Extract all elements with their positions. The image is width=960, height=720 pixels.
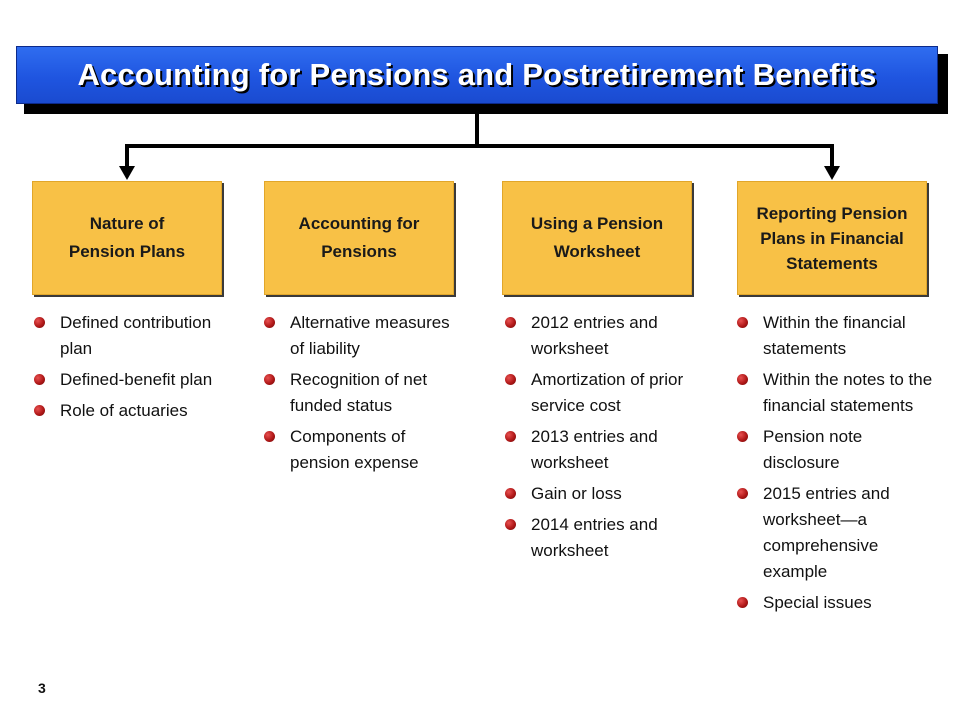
bullet-icon (505, 374, 516, 385)
bullet-icon (34, 405, 45, 416)
list-item: 2015 entries and worksheet—a comprehensive example (737, 481, 937, 585)
list-item: Alternative measures of liability (264, 310, 464, 362)
list-item: 2012 entries and worksheet (505, 310, 705, 362)
bullet-icon (505, 519, 516, 530)
bullet-icon (737, 374, 748, 385)
list-using-a-pension-worksheet (505, 310, 705, 569)
list-item: Pension note disclosure (737, 424, 937, 476)
bullet-icon (505, 317, 516, 328)
bullet-icon (505, 488, 516, 499)
bullet-icon (264, 431, 275, 442)
box-accounting-for-pensions (264, 181, 454, 295)
box-nature-of-pension-plans (32, 181, 222, 295)
arrow-right-icon (824, 166, 840, 180)
list-item: Special issues (737, 590, 937, 616)
bullet-icon (34, 374, 45, 385)
box-label: Nature of Pension Plans (68, 214, 186, 261)
list-accounting-for-pensions (264, 310, 464, 481)
list-item: Role of actuaries (34, 398, 230, 424)
list-item: Components of pension expense (264, 424, 464, 476)
bullet-icon (34, 317, 45, 328)
bullet-icon (737, 597, 748, 608)
box-label: Reporting Pension Plans in Financial Statements (756, 203, 908, 273)
page-title: Accounting for Pensions and Postretirement Benefits (77, 57, 877, 92)
bullet-icon (264, 374, 275, 385)
bullet-icon (505, 431, 516, 442)
list-reporting-pension-plans (737, 310, 937, 621)
box-label: Using a Pension Worksheet (530, 214, 664, 261)
box-label: Accounting for Pensions (298, 214, 420, 261)
box-using-a-pension-worksheet (502, 181, 692, 295)
page-number: 3 (38, 680, 46, 696)
list-item: Within the notes to the financial statements (737, 367, 937, 419)
box-reporting-pension-plans (737, 181, 927, 295)
list-item: Within the financial statements (737, 310, 937, 362)
list-item: Recognition of net funded status (264, 367, 464, 419)
bullet-icon (737, 488, 748, 499)
bullet-icon (737, 431, 748, 442)
list-item: Gain or loss (505, 481, 705, 507)
list-item: 2014 entries and worksheet (505, 512, 705, 564)
bullet-icon (264, 317, 275, 328)
list-item: Defined contribution plan (34, 310, 230, 362)
list-item: Defined-benefit plan (34, 367, 230, 393)
list-nature-of-pension-plans (34, 310, 230, 429)
list-item: Amortization of prior service cost (505, 367, 705, 419)
bullet-icon (737, 317, 748, 328)
list-item: 2013 entries and worksheet (505, 424, 705, 476)
arrow-left-icon (119, 166, 135, 180)
